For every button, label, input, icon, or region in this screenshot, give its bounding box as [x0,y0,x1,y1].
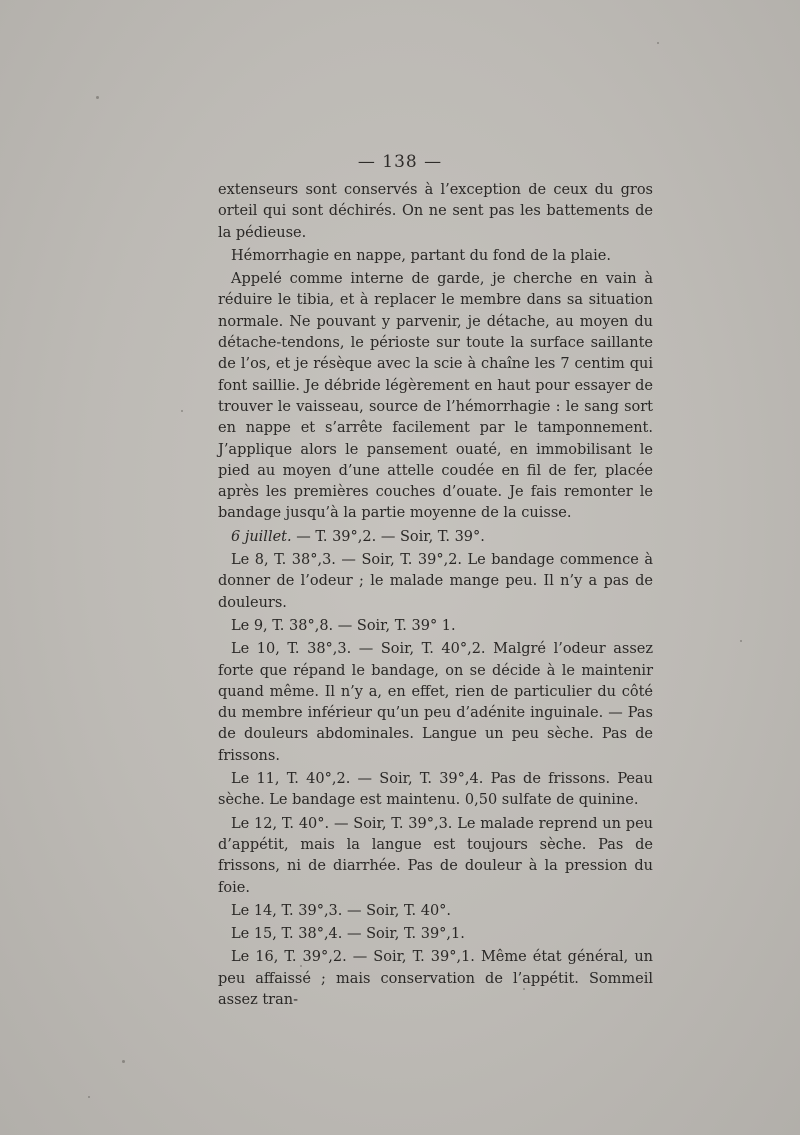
entry-text: — T. 39°,2. — Soir, T. 39°. [291,528,485,545]
paragraph: Le 15, T. 38°,4. — Soir, T. 39°,1. [231,926,465,943]
paper-speck [181,410,183,412]
paragraph: Appelé comme interne de garde, je cherche en vain à réduire le tibia, et à replacer le membre dans sa situation normale. Ne pouvant y parvenir, je détache, au moyen du détache-tendons, le périoste sur toute la surface saillante de l’os, et je résèque avec la scie à chaîne les 7 centim qui font saillie. Je débride légèrement en haut pour essayer de trouver le vaisseau, source de l’hémorrhagie : le sang sort en nappe et s’arrête facilement par le tamponnement. J’applique alors le pansement ouaté, en immobilisant le pied au moyen d’une attelle coudée en fil de fer, placée après les premières couches d’ouate. Je fais remonter le bandage jusqu’à la partie moyenne de la cuisse. [218,271,653,522]
paragraph: Le 14, T. 39°,3. — Soir, T. 40°. [231,902,452,919]
page-number: — 138 — [357,152,443,172]
paragraph: Le 11, T. 40°,2. — Soir, T. 39°,4. Pas de frissons. Peau sèche. Le bandage est maintenu. 0,50 sulfate de quinine. [218,771,653,809]
paragraph: Hémorrhagie en nappe, partant du fond de la plaie. [231,247,611,264]
paragraph: Le 16, T. 39°,2. — Soir, T. 39°,1. Même état général, un peu affaissé ; mais conservation de l’appétit. Sommeil assez tran- [218,949,653,1008]
paragraph: Le 12, T. 40°. — Soir, T. 39°,3. Le malade reprend un peu d’appétit, mais la langue est toujours sèche. Pas de frissons, ni de diarrhée. Pas de douleur à la pression du foie. [218,815,653,896]
body-text [218,180,653,1011]
paper-speck [657,42,659,44]
paper-speck [96,96,99,99]
paper-speck [88,1096,90,1098]
paragraph: extenseurs sont conservés à l’exception de ceux du gros orteil qui sont déchirés. On ne sent pas les battements de la pédieuse. [218,182,653,241]
paragraph: Le 10, T. 38°,3. — Soir, T. 40°,2. Malgré l’odeur assez forte que répand le bandage, on se décide à le maintenir quand même. Il n’y a, en effet, rien de particulier du côté du membre inférieur qu’un peu d’adénite inguinale. — Pas de douleurs abdominales. Langue un peu sèche. Pas de frissons. [218,641,653,764]
paragraph: Le 9, T. 38°,8. — Soir, T. 39° 1. [231,617,456,634]
paper-speck [122,1060,125,1063]
paper-speck [740,640,742,642]
entry-date: 6 juillet. [231,528,292,545]
paragraph [218,527,653,548]
paragraph: Le 8, T. 38°,3. — Soir, T. 39°,2. Le bandage commence à donner de l’odeur ; le malade mange peu. Il n’y a pas de douleurs. [218,552,653,611]
